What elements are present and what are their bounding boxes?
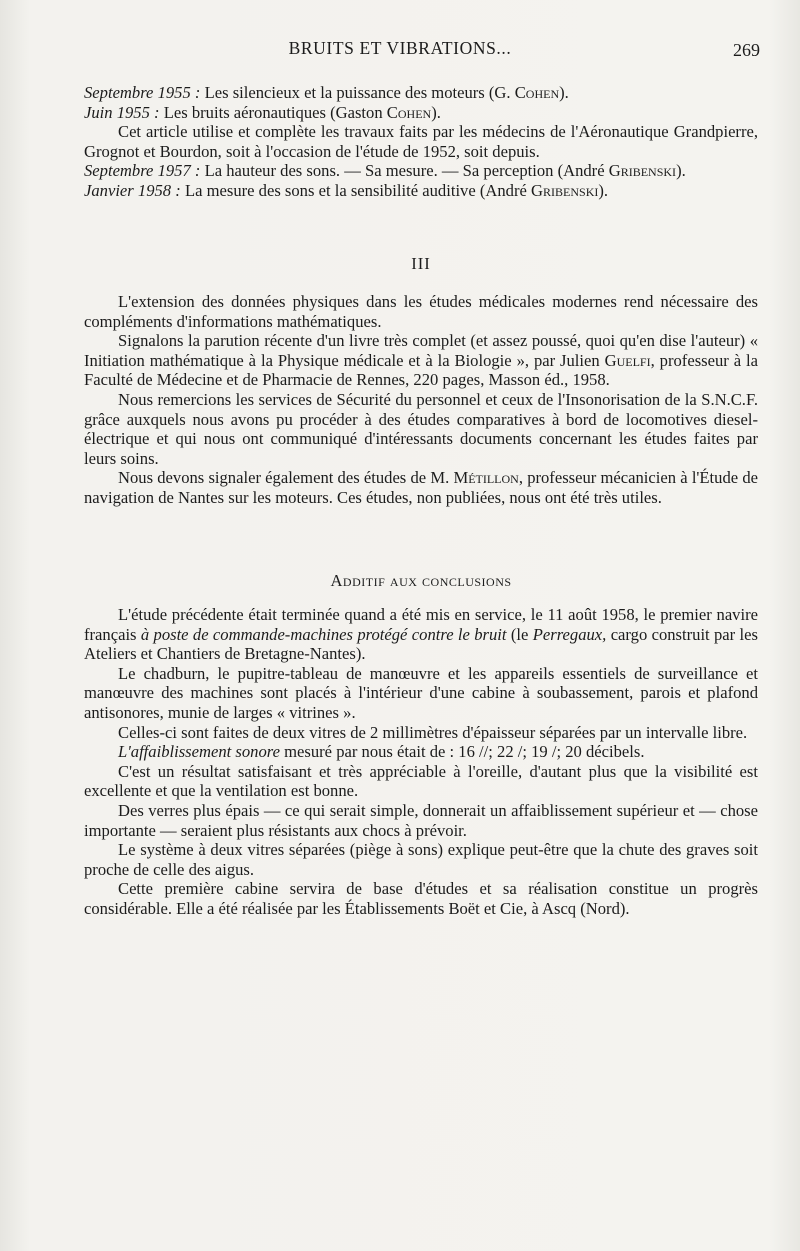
emphasis-text: L'affaiblissement sonore xyxy=(118,742,280,762)
paragraph-text: Signalons la parution récente d'un livre très complet (et assez poussé, quoi qu'en dise l'auteur) « Initiation mathématique à la Physique médicale et à la Biologie », par Julien xyxy=(84,331,758,370)
section-heading-additif: Additif aux conclusions xyxy=(330,571,512,590)
paragraph-text: Nous devons signaler également des études de M. xyxy=(118,468,450,488)
paragraph-text: (le xyxy=(510,624,529,644)
page-number: 269 xyxy=(733,40,760,60)
reference-date: Juin 1955 : xyxy=(84,102,160,122)
paragraph: Cette première cabine servira de base d'études et sa réalisation constitue un progrès considérable. Elle a été réalisée par les Établissements Boët et Cie, à Ascq (Nord). xyxy=(84,879,758,918)
paragraph xyxy=(84,468,758,507)
reference-author: Gribenski xyxy=(531,180,599,200)
paragraph-text: , professeur mécanicien à l'Étude de navigation de Nantes sur les moteurs. Ces études, non publiées, nous ont été très utiles. xyxy=(84,468,758,507)
reference-author: Cohen xyxy=(514,83,560,102)
paragraph xyxy=(84,605,758,664)
paragraph-text: L'étude précédente était terminée quand a été mis en service, le 11 août 1958, le premier navire français xyxy=(84,605,758,644)
reference-tail: ). xyxy=(431,102,441,122)
section-iii-body xyxy=(84,292,758,508)
reference-note: Cet article utilise et complète les travaux faits par les médecins de l'Aéronautique Grandpierre, Grognot et Bourdon, soit à l'occasion de l'étude de 1952, soit depuis. xyxy=(84,122,758,161)
paragraph-text: , professeur à la Faculté de Médecine et de Pharmacie de Rennes, 220 pages, Masson éd., 1958. xyxy=(84,350,758,390)
paragraph: Des verres plus épais — ce qui serait simple, donnerait un affaiblissement supérieur et — chose importante — seraient plus résistants aux chocs à prévoir. xyxy=(84,800,758,840)
emphasis-text: à poste de commande-machines protégé contre le bruit xyxy=(140,624,507,644)
author-name: Guelfi xyxy=(604,350,651,370)
paragraph-text: mesuré par nous était de : 16 //; 22 /; 19 /; 20 décibels. xyxy=(284,742,645,762)
reference-text: Les bruits aéronautiques (Gaston xyxy=(163,102,383,122)
page-header xyxy=(0,38,800,64)
reference-date: Septembre 1955 : xyxy=(84,83,201,102)
reference-tail: ). xyxy=(676,161,686,181)
paragraph xyxy=(84,742,758,762)
paragraph: Le système à deux vitres séparées (piège à sons) explique peut-être que la chute des graves soit proche de celle des aigus. xyxy=(84,840,758,879)
reference-text: La hauteur des sons. — Sa mesure. — Sa perception (André xyxy=(204,161,605,181)
paragraph-text: cargo construit par les Ateliers et Chantiers de Bretagne-Nantes). xyxy=(84,624,758,664)
reference-date: Septembre 1957 : xyxy=(84,161,201,181)
reference-text: Les silencieux et la puissance des moteurs (G. xyxy=(204,83,511,102)
additif-body xyxy=(84,605,758,919)
paragraph xyxy=(84,331,758,390)
references-block xyxy=(84,83,758,201)
ship-name: Perregaux, xyxy=(532,624,607,644)
reference-entry xyxy=(84,83,758,103)
reference-author: Cohen xyxy=(386,102,432,122)
author-name: Métillon xyxy=(453,468,519,488)
reference-author: Gribenski xyxy=(608,161,677,181)
reference-entry xyxy=(84,103,758,123)
reference-date: Janvier 1958 : xyxy=(84,180,181,200)
reference-tail: ). xyxy=(598,180,609,200)
paragraph: L'extension des données physiques dans les études médicales modernes rend nécessaire des compléments d'informations mathématiques. xyxy=(84,292,758,331)
running-title: BRUITS ET VIBRATIONS... xyxy=(288,38,512,58)
paragraph: Nous remercions les services de Sécurité du personnel et ceux de l'Insonorisation de la S.N.C.F. grâce auxquels nous avons pu procéder à des études comparatives à bord de locomotives diesel-électrique et qui nous ont communiqué d'intéressants documents concernant les études faites par leurs soins. xyxy=(84,389,758,468)
reference-entry xyxy=(84,161,758,181)
reference-entry xyxy=(84,181,758,201)
section-heading-iii: III xyxy=(411,254,431,273)
paragraph: Celles-ci sont faites de deux vitres de 2 millimètres d'épaisseur séparées par un intervalle libre. xyxy=(118,722,748,742)
paragraph: C'est un résultat satisfaisant et très appréciable à l'oreille, d'autant plus que la visibilité est excellente et que la ventilation est bonne. xyxy=(84,761,758,801)
reference-tail: ). xyxy=(559,83,569,102)
paragraph: Le chadburn, le pupitre-tableau de manœuvre et les appareils essentiels de surveillance et manœuvre des machines sont placés à l'intérieur d'une cabine à soubassement, parois et plafond antisonores, munie de larges « vitrines ». xyxy=(84,663,758,722)
reference-text: La mesure des sons et la sensibilité auditive (André xyxy=(184,180,527,200)
